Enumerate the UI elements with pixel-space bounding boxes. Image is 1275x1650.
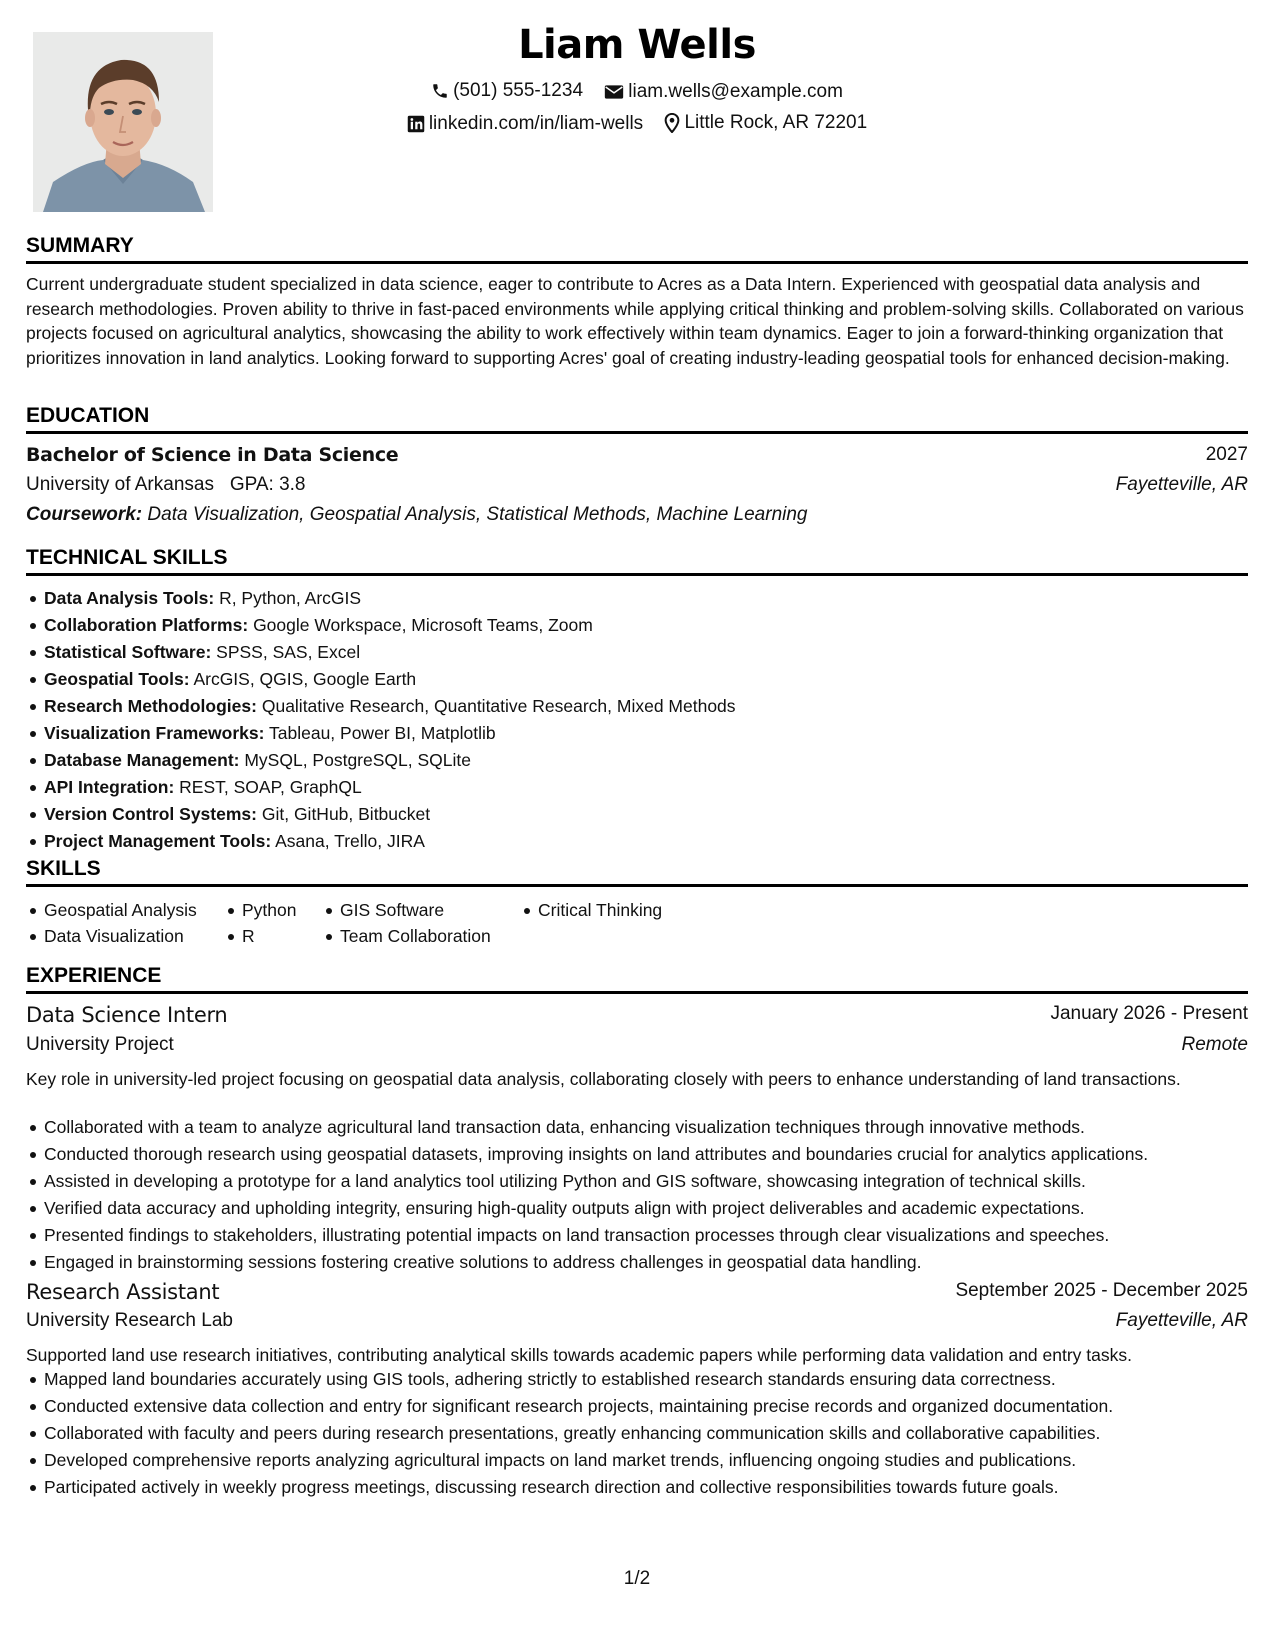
- job-org: University Research Lab: [26, 1310, 233, 1331]
- education-heading: EDUCATION: [26, 404, 1248, 434]
- map-pin-icon: [664, 113, 680, 133]
- contact-line-2: [26, 112, 1248, 139]
- list-item: Assisted in developing a prototype for a land analytics tool utilizing Python and GIS software, showcasing integration of technical skills.: [44, 1168, 1148, 1195]
- location-contact: [664, 112, 867, 134]
- envelope-icon: [604, 84, 624, 100]
- coursework-label: Coursework:: [26, 504, 143, 525]
- graduation-year: 2027: [1205, 444, 1248, 465]
- skill-item: Data Visualization: [26, 926, 184, 947]
- degree-name: Bachelor of Science in Data Science: [26, 444, 399, 466]
- school-info: [26, 474, 306, 496]
- list-item: Statistical Software: SPSS, SAS, Excel: [44, 639, 736, 666]
- email-text: liam.wells@example.com: [628, 81, 843, 102]
- summary-heading: SUMMARY: [26, 234, 1248, 264]
- list-item: Version Control Systems: Git, GitHub, Bitbucket: [44, 801, 736, 828]
- job-bullets: [26, 1114, 1148, 1276]
- list-item: Geospatial Tools: ArcGIS, QGIS, Google Earth: [44, 666, 736, 693]
- phone-contact[interactable]: [431, 80, 583, 102]
- experience-heading: EXPERIENCE: [26, 964, 1248, 994]
- skill-item: Geospatial Analysis: [26, 900, 197, 921]
- list-item: Conducted thorough research using geospatial datasets, improving insights on land attributes and boundaries crucial for analytics applications.: [44, 1141, 1148, 1168]
- list-item: Data Analysis Tools: R, Python, ArcGIS: [44, 585, 736, 612]
- email-contact[interactable]: [604, 81, 843, 103]
- gpa: GPA: 3.8: [229, 474, 306, 495]
- list-item: Collaborated with faculty and peers during research presentations, greatly enhancing communication skills and collaborative capabilities.: [44, 1420, 1113, 1447]
- linkedin-text: linkedin.com/in/liam-wells: [428, 113, 644, 134]
- list-item: Research Methodologies: Qualitative Research, Quantitative Research, Mixed Methods: [44, 693, 736, 720]
- job-summary: Key role in university-led project focusing on geospatial data analysis, collaborating closely with peers to enhance understanding of land transactions.: [26, 1069, 1181, 1089]
- phone-text: (501) 555-1234: [453, 80, 584, 101]
- list-item: Presented findings to stakeholders, illustrating potential impacts on land transaction processes through clear visualizations and speeches.: [44, 1222, 1148, 1249]
- list-item: Developed comprehensive reports analyzing agricultural impacts on land market trends, influencing ongoing studies and publications.: [44, 1447, 1113, 1474]
- job-dates: September 2025 - December 2025: [955, 1280, 1248, 1301]
- list-item: Collaboration Platforms: Google Workspace, Microsoft Teams, Zoom: [44, 612, 736, 639]
- technical-skills-heading: TECHNICAL SKILLS: [26, 546, 1248, 576]
- list-item: Participated actively in weekly progress meetings, discussing research direction and collective responsibilities towards future goals.: [44, 1474, 1113, 1501]
- job-title: Data Science Intern: [26, 1003, 228, 1027]
- linkedin-contact[interactable]: [407, 113, 643, 135]
- list-item: Collaborated with a team to analyze agricultural land transaction data, enhancing visualization techniques through innovative methods.: [44, 1114, 1148, 1141]
- contact-line-1: [26, 80, 1248, 106]
- list-item: Database Management: MySQL, PostgreSQL, SQLite: [44, 747, 736, 774]
- skill-item: Critical Thinking: [520, 900, 662, 921]
- job-bullets: [26, 1366, 1113, 1501]
- skill-item: Python: [224, 900, 296, 921]
- job-location: Remote: [1181, 1034, 1248, 1055]
- list-item: API Integration: REST, SOAP, GraphQL: [44, 774, 736, 801]
- location-text: Little Rock, AR 72201: [684, 112, 868, 133]
- linkedin-icon: [407, 115, 425, 133]
- list-item: Verified data accuracy and upholding integrity, ensuring high-quality outputs align with project deliverables and academic expectations.: [44, 1195, 1148, 1222]
- skill-item: R: [224, 926, 255, 947]
- list-item: Project Management Tools: Asana, Trello, JIRA: [44, 828, 736, 855]
- job-location: Fayetteville, AR: [1115, 1310, 1248, 1331]
- job-org: University Project: [26, 1034, 174, 1055]
- list-item: Visualization Frameworks: Tableau, Power BI, Matplotlib: [44, 720, 736, 747]
- summary-text: Current undergraduate student specialized in data science, eager to contribute to Acres as a Data Intern. Experienced with geospatial data analysis and research methodologies. Proven ability to thrive in fast-paced environments while applying critical thinking and problem-solving skills. Collaborated on various projects focused on agricultural analytics, showcasing the ability to work effectively within team dynamics. Eager to join a forward-thinking organization that prioritizes innovation in land analytics. Looking forward to supporting Acres' goal of creating industry-leading geospatial tools for enhanced decision-making.: [26, 274, 1244, 368]
- skill-item: GIS Software: [322, 900, 444, 921]
- phone-icon: [431, 82, 449, 100]
- job-dates: January 2026 - Present: [1050, 1003, 1248, 1024]
- page-number: 1/2: [623, 1568, 651, 1589]
- job-summary: Supported land use research initiatives, contributing analytical skills towards academic papers while performing data validation and entry tasks.: [26, 1345, 1132, 1365]
- coursework-list: Data Visualization, Geospatial Analysis, Statistical Methods, Machine Learning: [147, 504, 808, 525]
- list-item: Conducted extensive data collection and entry for significant research projects, maintaining precise records and organized documentation.: [44, 1393, 1113, 1420]
- list-item: Mapped land boundaries accurately using GIS tools, adhering strictly to established research standards ensuring data correctness.: [44, 1366, 1113, 1393]
- school-location: Fayetteville, AR: [1115, 474, 1248, 495]
- resume-page: [26, 0, 1248, 1650]
- list-item: Engaged in brainstorming sessions fostering creative solutions to address challenges in geospatial data handling.: [44, 1249, 1148, 1276]
- school-name: University of Arkansas: [26, 474, 214, 495]
- skill-item: Team Collaboration: [322, 926, 491, 947]
- technical-skills-list: [26, 585, 736, 855]
- job-title: Research Assistant: [26, 1280, 220, 1304]
- candidate-name: Liam Wells: [518, 22, 756, 68]
- skills-heading: SKILLS: [26, 857, 1248, 887]
